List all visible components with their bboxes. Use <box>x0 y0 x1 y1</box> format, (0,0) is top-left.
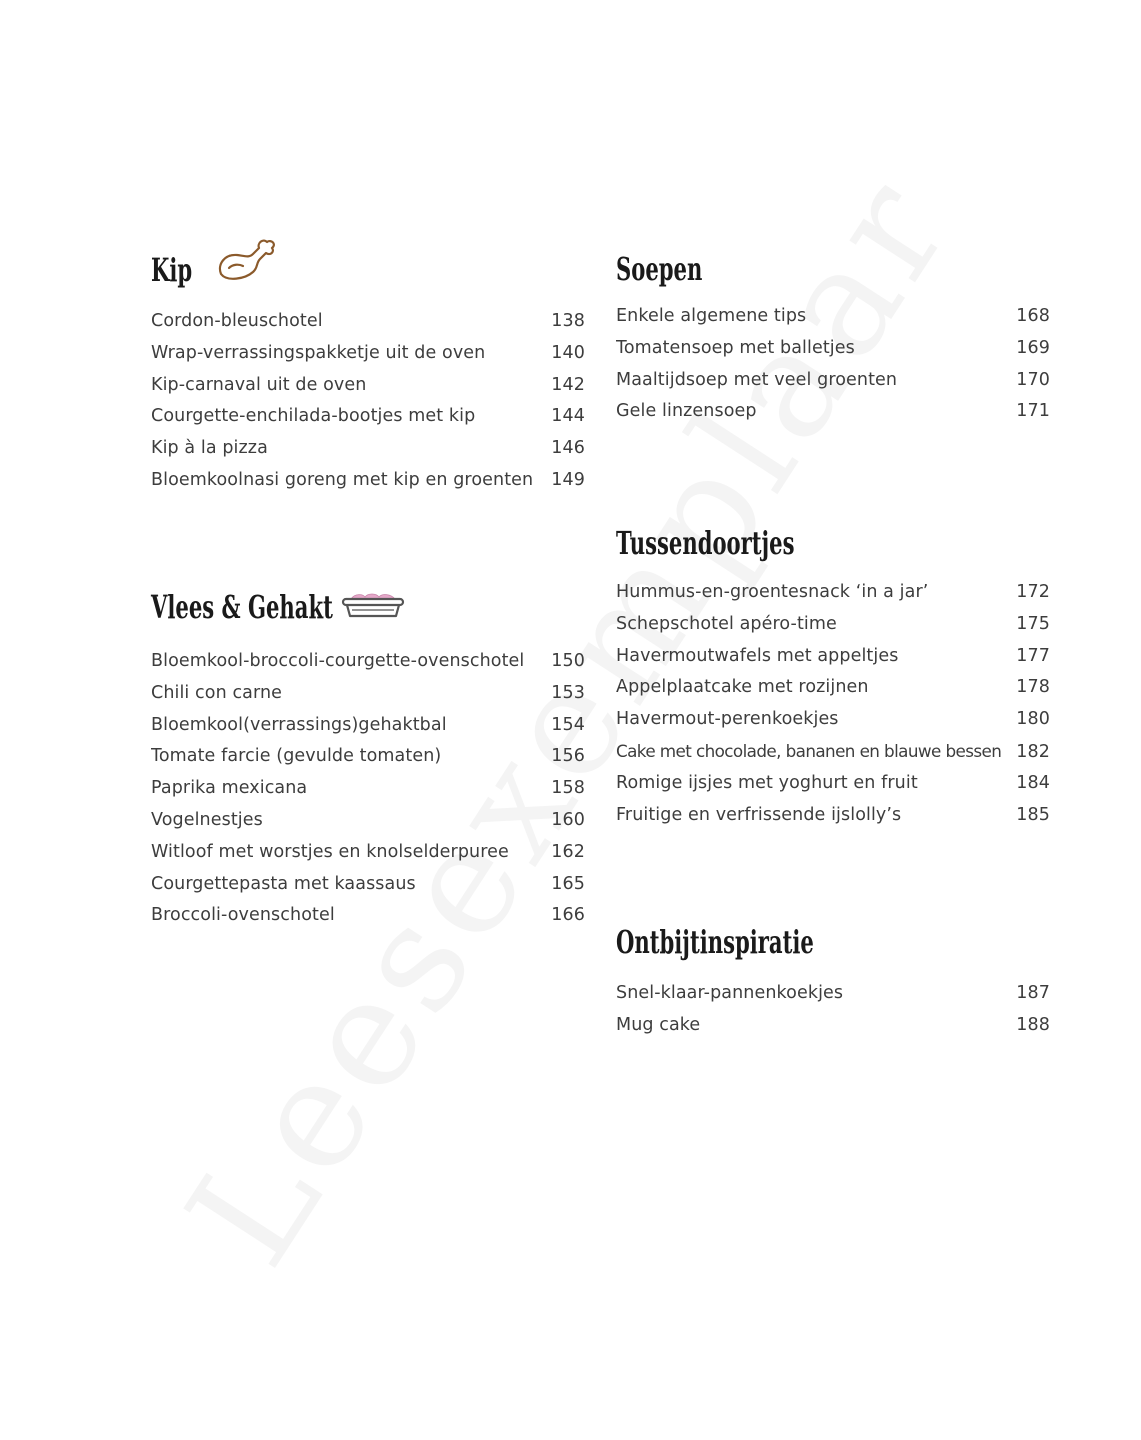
list-item[interactable] <box>616 800 1050 832</box>
entry-title: Snel-klaar-pannenkoekjes <box>616 983 844 1003</box>
entry-title: Appelplaatcake met rozijnen <box>616 677 869 698</box>
section-heading: Kip <box>151 251 193 289</box>
list-item[interactable] <box>151 773 585 805</box>
entry-title: Maaltijdsoep met veel groenten <box>616 369 898 390</box>
entries-tussendoortjes <box>616 577 1050 831</box>
entry-title: Bloemkoolnasi goreng met kip en groenten <box>151 469 534 490</box>
entry-title: Vogelnestjes <box>151 809 263 830</box>
list-item[interactable] <box>616 396 1050 428</box>
entry-page: 170 <box>1016 369 1050 390</box>
list-item[interactable] <box>616 704 1050 736</box>
entry-page: 156 <box>551 746 585 767</box>
entry-page: 154 <box>551 714 585 735</box>
entry-page: 171 <box>1016 401 1050 422</box>
entry-page: 150 <box>551 651 585 671</box>
entry-title: Chili con carne <box>151 682 283 703</box>
section-heading: Soepen <box>616 250 703 288</box>
section-soepen <box>616 247 1050 428</box>
entry-title: Romige ijsjes met yoghurt en fruit <box>616 772 918 793</box>
entry-title: Tomatensoep met balletjes <box>616 337 855 358</box>
entry-page: 149 <box>551 469 585 490</box>
list-item[interactable] <box>616 333 1050 365</box>
entry-page: 146 <box>551 438 585 459</box>
list-item[interactable] <box>616 609 1050 641</box>
list-item[interactable] <box>151 646 585 678</box>
entry-title: Courgettepasta met kaassaus <box>151 873 416 894</box>
entry-page: 177 <box>1016 645 1050 666</box>
list-item[interactable] <box>616 641 1050 673</box>
entry-page: 153 <box>551 682 585 703</box>
entry-page: 169 <box>1016 337 1050 358</box>
entry-title: Broccoli-ovenschotel <box>151 905 335 926</box>
entry-title: Courgette-enchilada-bootjes met kip <box>151 406 476 427</box>
list-item[interactable] <box>616 672 1050 704</box>
entry-page: 180 <box>1016 709 1050 730</box>
section-kip <box>151 248 585 497</box>
list-item[interactable] <box>616 301 1050 333</box>
entries-ontbijtinspiratie <box>616 978 1050 1042</box>
entry-page: 162 <box>551 841 585 862</box>
list-item[interactable] <box>151 805 585 837</box>
section-ontbijtinspiratie <box>616 920 1050 1042</box>
list-item[interactable] <box>151 837 585 869</box>
entry-title: Kip à la pizza <box>151 438 268 459</box>
entry-page: 166 <box>551 905 585 926</box>
entries-vlees-gehakt <box>151 646 585 932</box>
list-item[interactable] <box>151 741 585 773</box>
entry-title: Havermoutwafels met appeltjes <box>616 645 899 666</box>
entry-page: 188 <box>1016 1014 1050 1035</box>
list-item[interactable] <box>151 900 585 932</box>
entries-kip <box>151 306 585 497</box>
entry-title: Schepschotel apéro-time <box>616 613 837 634</box>
entry-page: 160 <box>551 809 585 830</box>
entries-soepen <box>616 301 1050 428</box>
entry-page: 182 <box>1016 741 1050 762</box>
entry-title: Tomate farcie (gevulde tomaten) <box>151 746 442 767</box>
list-item[interactable] <box>151 401 585 433</box>
list-item[interactable] <box>151 306 585 338</box>
entry-page: 168 <box>1016 306 1050 326</box>
entry-title: Cake met chocolade, bananen en blauwe bessen <box>616 740 1002 761</box>
drumstick-icon <box>215 234 277 288</box>
list-item[interactable] <box>616 1010 1050 1042</box>
entry-title: Wrap-verrassingspakketje uit de oven <box>151 342 486 363</box>
entry-page: 178 <box>1016 677 1050 698</box>
entry-title: Havermout-perenkoekjes <box>616 709 839 730</box>
entry-page: 142 <box>551 374 585 395</box>
section-heading: Tussendoortjes <box>616 524 795 562</box>
entry-page: 165 <box>551 873 585 894</box>
entry-title: Witloof met worstjes en knolselderpuree <box>151 841 509 862</box>
entry-title: Cordon-bleuschotel <box>151 311 323 331</box>
entry-title: Paprika mexicana <box>151 778 308 799</box>
section-vlees-gehakt <box>151 585 585 932</box>
list-item[interactable] <box>151 465 585 497</box>
entry-page: 184 <box>1016 772 1050 793</box>
entry-title: Bloemkool(verrassings)gehaktbal <box>151 714 447 735</box>
list-item[interactable] <box>151 869 585 901</box>
entry-title: Enkele algemene tips <box>616 306 807 326</box>
entry-page: 187 <box>1016 983 1050 1003</box>
entry-title: Hummus-en-groentesnack ‘in a jar’ <box>616 582 929 602</box>
list-item[interactable] <box>151 338 585 370</box>
oven-dish-icon <box>341 590 405 624</box>
list-item[interactable] <box>151 678 585 710</box>
list-item[interactable] <box>616 365 1050 397</box>
entry-title: Bloemkool-broccoli-courgette-ovenschotel <box>151 651 525 671</box>
entry-page: 138 <box>551 311 585 331</box>
section-tussendoortjes <box>616 521 1050 831</box>
entry-title: Gele linzensoep <box>616 401 757 422</box>
list-item[interactable] <box>151 370 585 402</box>
entry-page: 185 <box>1016 804 1050 825</box>
list-item[interactable] <box>616 736 1050 768</box>
entry-title: Kip-carnaval uit de oven <box>151 374 367 395</box>
list-item[interactable] <box>151 433 585 465</box>
entry-page: 175 <box>1016 613 1050 634</box>
entry-title: Fruitige en verfrissende ijslolly’s <box>616 804 902 825</box>
entry-page: 172 <box>1016 582 1050 602</box>
entry-title: Mug cake <box>616 1014 701 1035</box>
entry-page: 140 <box>551 342 585 363</box>
entry-page: 144 <box>551 406 585 427</box>
section-heading: Ontbijtinspiratie <box>616 923 814 961</box>
section-heading: Vlees & Gehakt <box>151 588 333 626</box>
list-item[interactable] <box>151 710 585 742</box>
list-item[interactable] <box>616 978 1050 1010</box>
entry-page: 158 <box>551 778 585 799</box>
list-item[interactable] <box>616 768 1050 800</box>
list-item[interactable] <box>616 577 1050 609</box>
